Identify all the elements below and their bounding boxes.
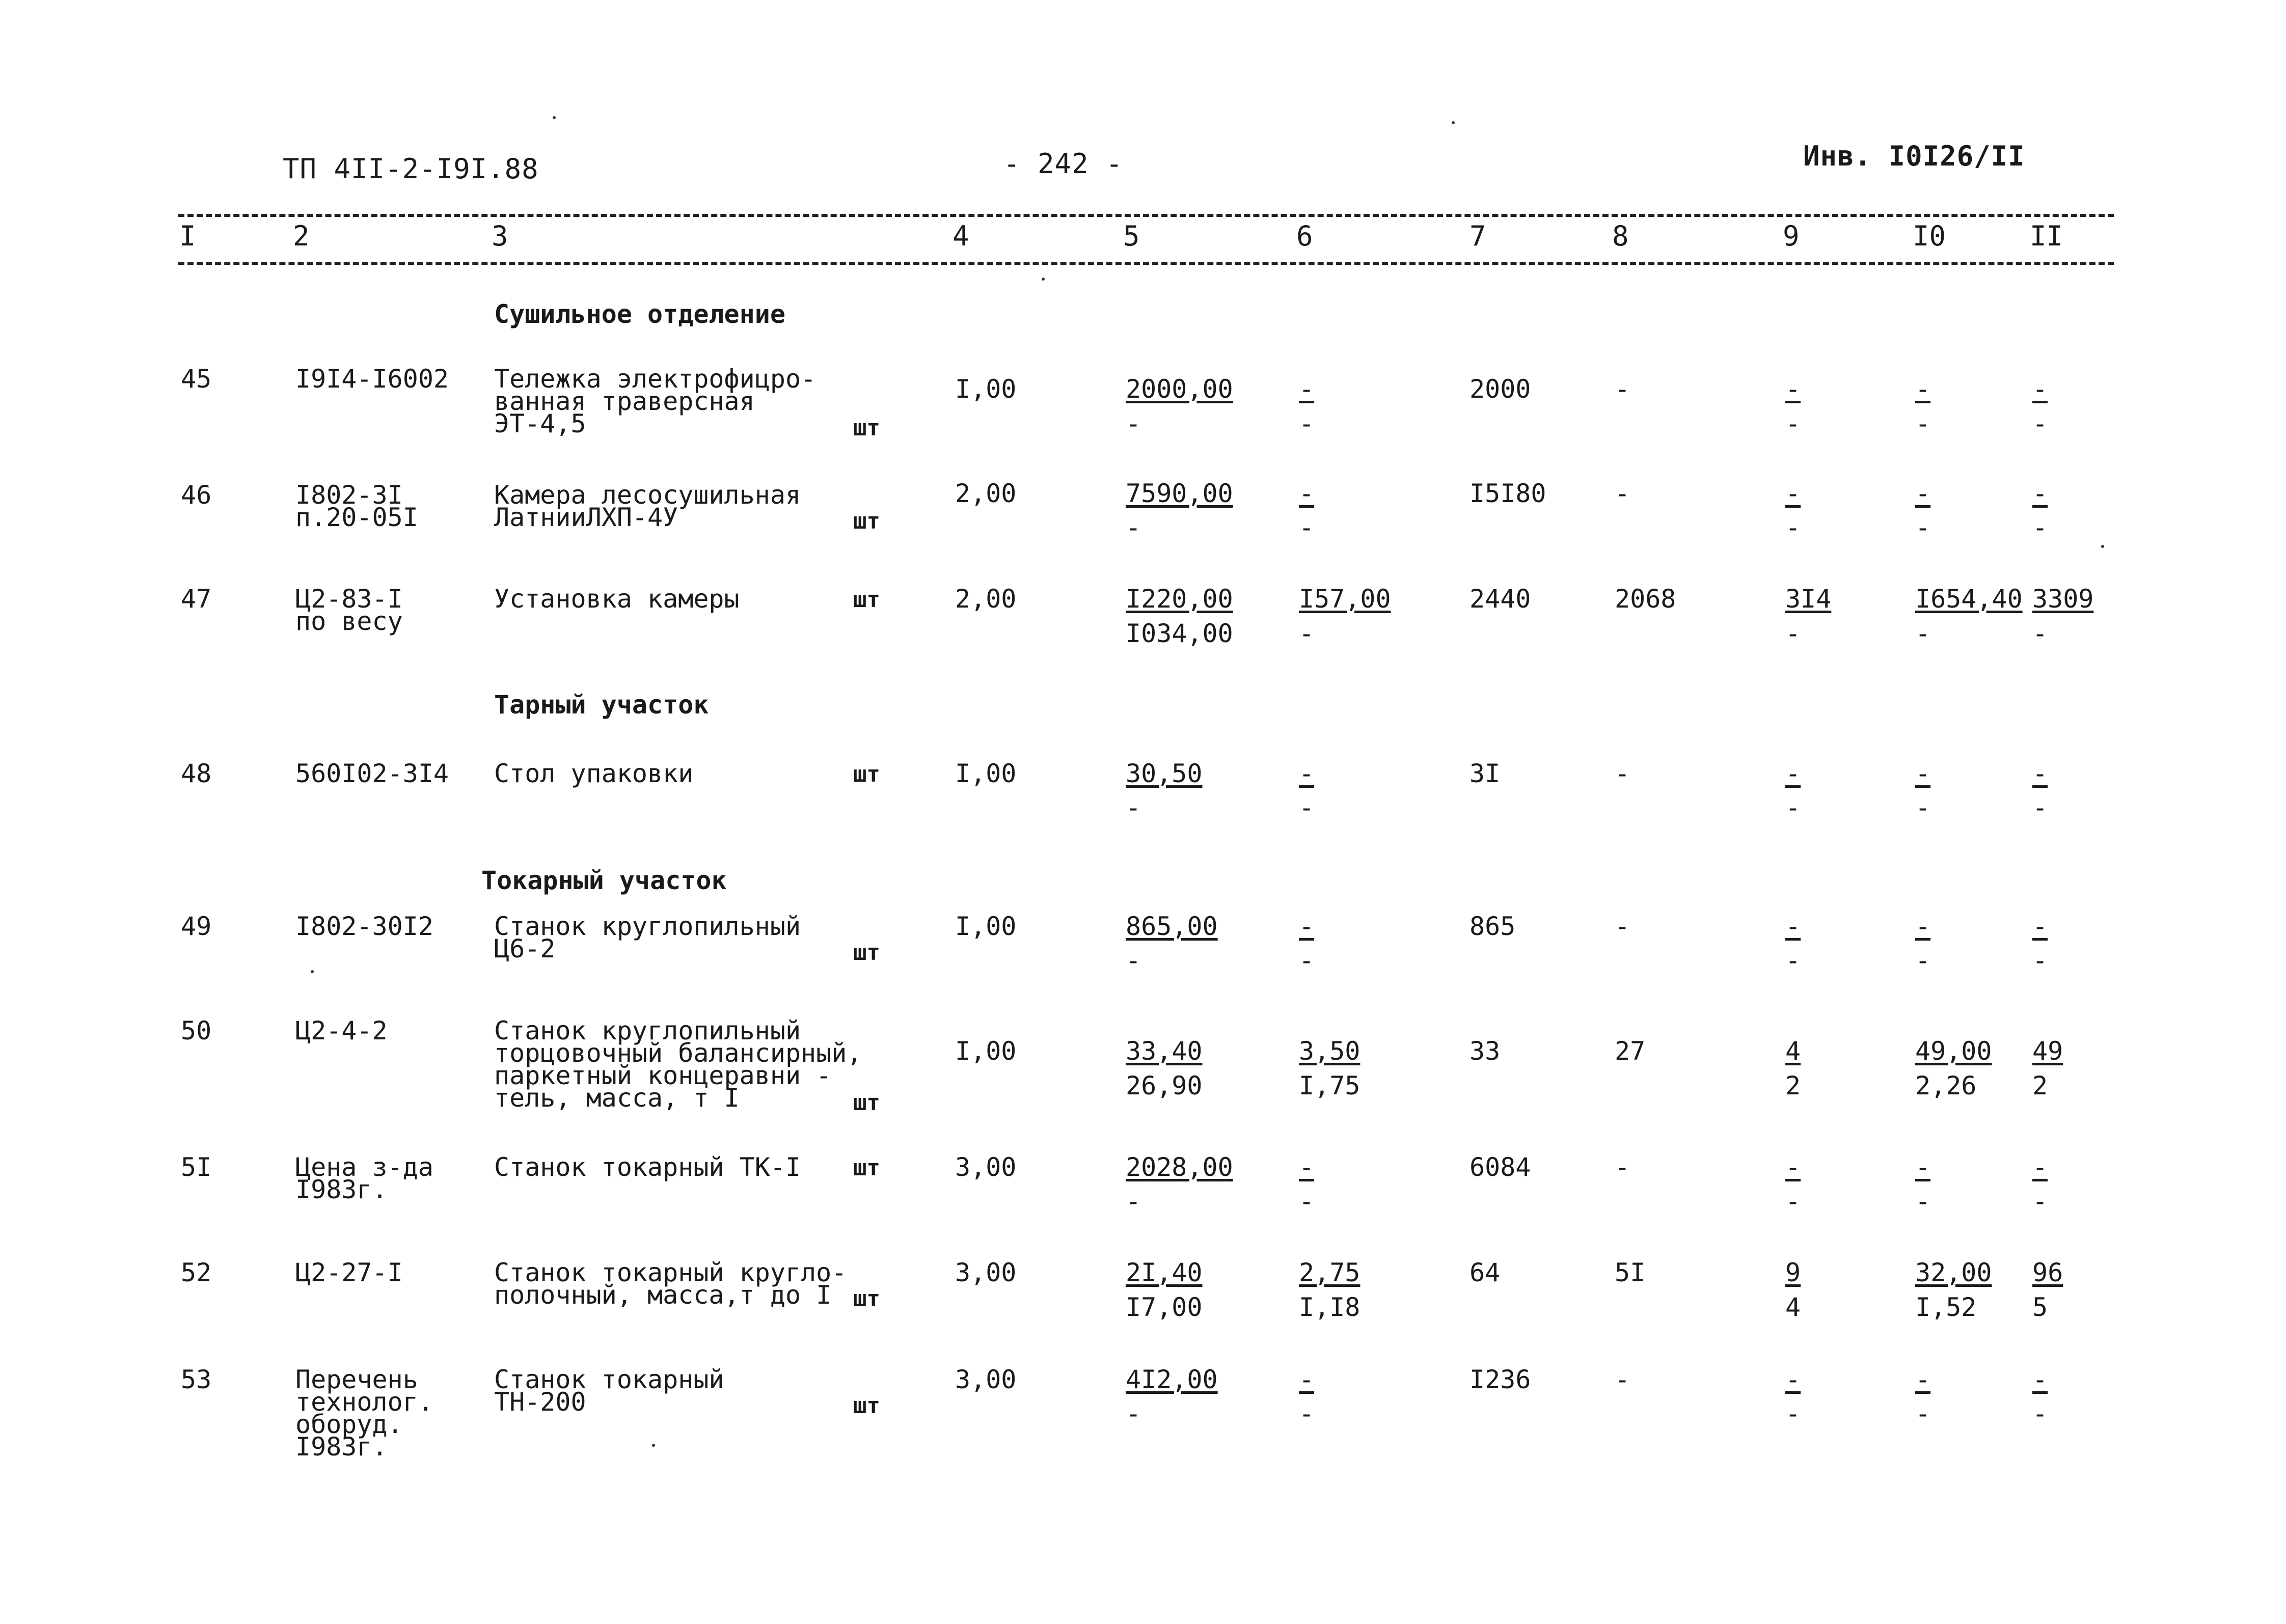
quantity: I,00 bbox=[955, 912, 1017, 941]
col6-top: I57,00 bbox=[1299, 584, 1391, 614]
col11-top: - bbox=[2032, 1152, 2048, 1182]
quantity: 3,00 bbox=[955, 1365, 1017, 1394]
item-code-line: п.20-05I bbox=[295, 503, 418, 532]
unit: шт bbox=[853, 587, 880, 613]
col-8-header: 8 bbox=[1612, 220, 1629, 252]
col8: 27 bbox=[1615, 1036, 1646, 1066]
col11-top: - bbox=[2032, 912, 2048, 941]
col5-bottom: - bbox=[1126, 513, 1141, 542]
col5-bottom: I7,00 bbox=[1126, 1292, 1203, 1322]
col6-top: - bbox=[1299, 374, 1315, 404]
col-10-header: I0 bbox=[1913, 220, 1946, 252]
col10-top: 32,00 bbox=[1915, 1258, 1992, 1287]
unit: шт bbox=[853, 1155, 880, 1181]
document-code: ТП 4II-2-I9I.88 bbox=[283, 153, 539, 185]
unit: шт bbox=[853, 415, 880, 441]
col10-bottom: - bbox=[1915, 1399, 1931, 1428]
col9-top: - bbox=[1785, 1365, 1801, 1394]
col-1-header: I bbox=[179, 220, 196, 252]
row-number: 50 bbox=[181, 1016, 212, 1045]
quantity: 2,00 bbox=[955, 584, 1017, 614]
col-9-header: 9 bbox=[1783, 220, 1800, 252]
item-name-line: ТН-200 bbox=[494, 1387, 586, 1417]
item-code-line: оборуд. bbox=[295, 1410, 403, 1439]
unit: шт bbox=[853, 508, 880, 534]
unit: шт bbox=[853, 1393, 880, 1419]
col8: - bbox=[1615, 1152, 1630, 1182]
col7: 6084 bbox=[1469, 1152, 1531, 1182]
col6-bottom: - bbox=[1299, 946, 1315, 975]
col9-top: - bbox=[1785, 1152, 1801, 1182]
col10-top: - bbox=[1915, 374, 1931, 404]
col8: 5I bbox=[1615, 1258, 1646, 1287]
col7: I236 bbox=[1469, 1365, 1531, 1394]
col6-top: - bbox=[1299, 1152, 1315, 1182]
item-code-line: I983г. bbox=[295, 1175, 388, 1204]
quantity: I,00 bbox=[955, 1036, 1017, 1066]
quantity: I,00 bbox=[955, 374, 1017, 404]
col9-top: - bbox=[1785, 479, 1801, 508]
scan-speck bbox=[2101, 545, 2104, 548]
inventory-number: Инв. I0I26/II bbox=[1803, 140, 2025, 172]
col5-bottom: - bbox=[1126, 793, 1141, 822]
item-name-line: Стол упаковки bbox=[494, 759, 694, 788]
unit: шт bbox=[853, 761, 880, 787]
item-name-line: Установка камеры bbox=[494, 584, 740, 614]
col5-top: 30,50 bbox=[1126, 759, 1203, 788]
item-name-line: Станок круглопильный bbox=[494, 1016, 801, 1045]
col10-bottom: - bbox=[1915, 793, 1931, 822]
col10-bottom: 2,26 bbox=[1915, 1071, 1977, 1100]
col9-top: 4 bbox=[1785, 1036, 1801, 1066]
col5-bottom: - bbox=[1126, 1187, 1141, 1216]
col6-bottom: - bbox=[1299, 619, 1315, 648]
col9-bottom: 4 bbox=[1785, 1292, 1801, 1322]
col6-bottom: - bbox=[1299, 793, 1315, 822]
col9-bottom: - bbox=[1785, 619, 1801, 648]
col5-top: 2000,00 bbox=[1126, 374, 1233, 404]
col5-bottom: I034,00 bbox=[1126, 619, 1233, 648]
col9-top: 3I4 bbox=[1785, 584, 1832, 614]
col9-bottom: - bbox=[1785, 946, 1801, 975]
item-name-line: полочный, масса,т до I bbox=[494, 1280, 832, 1310]
row-number: 52 bbox=[181, 1258, 212, 1287]
row-number: 45 bbox=[181, 364, 212, 394]
col5-top: 865,00 bbox=[1126, 912, 1218, 941]
col9-top: 9 bbox=[1785, 1258, 1801, 1287]
col7: 2000 bbox=[1469, 374, 1531, 404]
header-rule-bottom bbox=[178, 262, 2114, 265]
scan-speck bbox=[1452, 121, 1455, 124]
item-code-line: Перечень bbox=[295, 1365, 418, 1394]
col10-top: - bbox=[1915, 1365, 1931, 1394]
col8: - bbox=[1615, 1365, 1630, 1394]
col6-bottom: - bbox=[1299, 1187, 1315, 1216]
item-name-line: паркетный концеравни - bbox=[494, 1061, 832, 1090]
scan-speck bbox=[553, 116, 556, 119]
col5-top: 4I2,00 bbox=[1126, 1365, 1218, 1394]
item-code-line: Цена з-да bbox=[295, 1152, 433, 1182]
item-name-line: ЛатнииЛХП-4У bbox=[494, 503, 678, 532]
col11-top: - bbox=[2032, 374, 2048, 404]
section-heading-tare: Тарный участок bbox=[494, 690, 709, 720]
col7: 865 bbox=[1469, 912, 1516, 941]
col-7-header: 7 bbox=[1469, 220, 1486, 252]
row-number: 48 bbox=[181, 759, 212, 788]
col9-bottom: - bbox=[1785, 513, 1801, 542]
row-number: 53 bbox=[181, 1365, 212, 1394]
col11-bottom: - bbox=[2032, 793, 2048, 822]
quantity: 2,00 bbox=[955, 479, 1017, 508]
col8: - bbox=[1615, 759, 1630, 788]
col11-bottom: 5 bbox=[2032, 1292, 2048, 1322]
col5-top: 7590,00 bbox=[1126, 479, 1233, 508]
row-number: 49 bbox=[181, 912, 212, 941]
col10-bottom: - bbox=[1915, 946, 1931, 975]
row-number: 5I bbox=[181, 1152, 212, 1182]
item-name-line: тель, масса, т I bbox=[494, 1083, 740, 1113]
col11-bottom: - bbox=[2032, 1187, 2048, 1216]
col-11-header: II bbox=[2030, 220, 2063, 252]
col11-top: - bbox=[2032, 759, 2048, 788]
col7: I5I80 bbox=[1469, 479, 1546, 508]
col11-bottom: - bbox=[2032, 619, 2048, 648]
col11-bottom: 2 bbox=[2032, 1071, 2048, 1100]
col11-bottom: - bbox=[2032, 409, 2048, 438]
col7: 64 bbox=[1469, 1258, 1501, 1287]
col10-bottom: - bbox=[1915, 1187, 1931, 1216]
col5-top: 2028,00 bbox=[1126, 1152, 1233, 1182]
col9-bottom: 2 bbox=[1785, 1071, 1801, 1100]
col10-top: - bbox=[1915, 1152, 1931, 1182]
col6-top: - bbox=[1299, 479, 1315, 508]
item-code-line: I802-30I2 bbox=[295, 912, 433, 941]
col-3-header: 3 bbox=[492, 220, 508, 252]
col11-top: 49 bbox=[2032, 1036, 2063, 1066]
col6-bottom: I,I8 bbox=[1299, 1292, 1360, 1322]
unit: шт bbox=[853, 1090, 880, 1116]
item-code-line: Ц2-27-I bbox=[295, 1258, 403, 1287]
col11-top: - bbox=[2032, 1365, 2048, 1394]
header-rule-top bbox=[178, 214, 2114, 217]
col6-top: - bbox=[1299, 759, 1315, 788]
col10-bottom: - bbox=[1915, 409, 1931, 438]
col6-top: 2,75 bbox=[1299, 1258, 1360, 1287]
item-name-line: ванная траверсная bbox=[494, 387, 755, 416]
col5-top: 2I,40 bbox=[1126, 1258, 1203, 1287]
col11-top: - bbox=[2032, 479, 2048, 508]
col6-bottom: I,75 bbox=[1299, 1071, 1360, 1100]
item-code-line: I983г. bbox=[295, 1432, 388, 1462]
item-code-line: технолог. bbox=[295, 1387, 433, 1417]
item-name-line: Станок токарный кругло- bbox=[494, 1258, 847, 1287]
col6-top: - bbox=[1299, 912, 1315, 941]
col10-top: - bbox=[1915, 759, 1931, 788]
item-name-line: Станок круглопильный bbox=[494, 912, 801, 941]
quantity: 3,00 bbox=[955, 1258, 1017, 1287]
col8: - bbox=[1615, 374, 1630, 404]
item-code-line: I802-3I bbox=[295, 480, 403, 510]
col7: 2440 bbox=[1469, 584, 1531, 614]
col9-bottom: - bbox=[1785, 409, 1801, 438]
col5-top: I220,00 bbox=[1126, 584, 1233, 614]
col9-bottom: - bbox=[1785, 1399, 1801, 1428]
col-2-header: 2 bbox=[293, 220, 310, 252]
col11-top: 96 bbox=[2032, 1258, 2063, 1287]
item-code-line: Ц2-83-I bbox=[295, 584, 403, 614]
quantity: 3,00 bbox=[955, 1152, 1017, 1182]
col9-top: - bbox=[1785, 912, 1801, 941]
col6-top: - bbox=[1299, 1365, 1315, 1394]
row-number: 47 bbox=[181, 584, 212, 614]
section-heading-turning: Токарный участок bbox=[481, 866, 727, 895]
page-number: - 242 - bbox=[1003, 148, 1123, 180]
item-name-line: ЭТ-4,5 bbox=[494, 409, 586, 438]
col-5-header: 5 bbox=[1123, 220, 1140, 252]
col9-top: - bbox=[1785, 374, 1801, 404]
col-6-header: 6 bbox=[1296, 220, 1313, 252]
item-name-line: Тележка электрофицро- bbox=[494, 364, 817, 394]
col7: 33 bbox=[1469, 1036, 1501, 1066]
row-number: 46 bbox=[181, 480, 212, 510]
col9-bottom: - bbox=[1785, 793, 1801, 822]
scan-speck bbox=[652, 1444, 655, 1447]
item-name-line: Камера лесосушильная bbox=[494, 480, 801, 510]
col9-bottom: - bbox=[1785, 1187, 1801, 1216]
col5-bottom: - bbox=[1126, 946, 1141, 975]
scan-speck bbox=[311, 970, 314, 973]
col10-top: - bbox=[1915, 479, 1931, 508]
col6-bottom: - bbox=[1299, 513, 1315, 542]
col7: 3I bbox=[1469, 759, 1501, 788]
item-name-line: Станок токарный ТК-I bbox=[494, 1152, 801, 1182]
item-name-line: Станок токарный bbox=[494, 1365, 724, 1394]
unit: шт bbox=[853, 1286, 880, 1312]
col11-top: 3309 bbox=[2032, 584, 2094, 614]
section-heading-drying: Сушильное отделение bbox=[494, 299, 785, 329]
col8: - bbox=[1615, 479, 1630, 508]
col-4-header: 4 bbox=[953, 220, 969, 252]
item-code-line: Ц2-4-2 bbox=[295, 1016, 388, 1045]
col10-top: 49,00 bbox=[1915, 1036, 1992, 1066]
item-name-line: торцовочный балансирный, bbox=[494, 1038, 862, 1068]
col10-top: - bbox=[1915, 912, 1931, 941]
col10-bottom: - bbox=[1915, 513, 1931, 542]
col8: 2068 bbox=[1615, 584, 1676, 614]
col9-top: - bbox=[1785, 759, 1801, 788]
unit: шт bbox=[853, 940, 880, 966]
item-name-line: Ц6-2 bbox=[494, 934, 556, 964]
col10-bottom: - bbox=[1915, 619, 1931, 648]
quantity: I,00 bbox=[955, 759, 1017, 788]
item-code-line: 560I02-3I4 bbox=[295, 759, 449, 788]
col5-bottom: - bbox=[1126, 409, 1141, 438]
col11-bottom: - bbox=[2032, 1399, 2048, 1428]
col5-bottom: 26,90 bbox=[1126, 1071, 1203, 1100]
col6-bottom: - bbox=[1299, 409, 1315, 438]
col10-top: I654,40 bbox=[1915, 584, 2023, 614]
col6-bottom: - bbox=[1299, 1399, 1315, 1428]
col8: - bbox=[1615, 912, 1630, 941]
item-code: I9I4-I6002 bbox=[295, 364, 449, 394]
col10-bottom: I,52 bbox=[1915, 1292, 1977, 1322]
col11-bottom: - bbox=[2032, 513, 2048, 542]
col5-bottom: - bbox=[1126, 1399, 1141, 1428]
col5-top: 33,40 bbox=[1126, 1036, 1203, 1066]
scan-speck bbox=[1042, 278, 1045, 281]
col11-bottom: - bbox=[2032, 946, 2048, 975]
col6-top: 3,50 bbox=[1299, 1036, 1360, 1066]
item-code-line: по весу bbox=[295, 607, 403, 636]
